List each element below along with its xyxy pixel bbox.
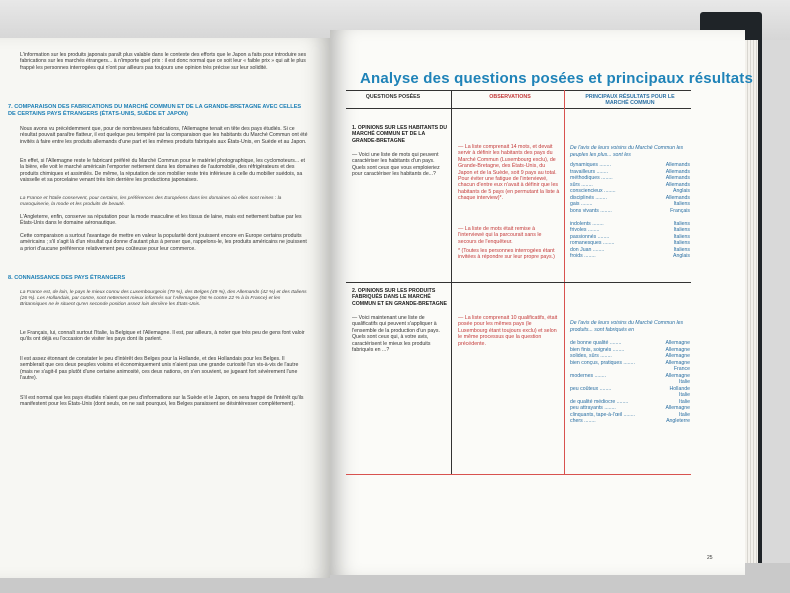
table-top-rule	[346, 90, 691, 91]
q2-result-value: Hollande	[669, 385, 690, 392]
question-1-results-list	[570, 162, 690, 260]
q2-result-value: Italie	[679, 411, 690, 418]
q1-result-value: Français	[670, 207, 690, 214]
q1-result-trait: bons vivants ........	[570, 207, 612, 214]
q1-result-value: Italiens	[673, 246, 690, 253]
q2-result-trait: bien finis, soignés ........	[570, 346, 625, 353]
q2-result-trait: peu coûteux ........	[570, 385, 612, 392]
section-7-paragraph-1: Nous avons vu précédemment que, pour de nombreuses fabrications, l'Allemagne tenait en tête des pays étudiés. Si ce résultat pouvait paraître flatteur, il est quelque peu tempéré par la comparaison que les habitants du Marché Commun ont été invités à faire entre les produits allemands d'une part et les mêmes produits fabriqués aux États-Unis, en Suède et au Japon.	[20, 126, 308, 145]
q2-result-trait: peu attrayants ........	[570, 405, 616, 411]
question-2-results-list	[570, 340, 690, 425]
question-1-results-intro: De l'avis de leurs voisins du Marché Commun les peuples les plus... sont les	[570, 145, 684, 158]
q2-result-row	[570, 360, 690, 367]
q1-result-trait: passionnés ........	[570, 233, 610, 240]
q2-result-value: Allemagne	[665, 405, 690, 411]
section-7-note: La France et l'Italie conservent, pour certains, les préférences des Européens dans les domaines où elles sont reines : la maroquinerie, la mode et les produits de beauté.	[20, 196, 282, 208]
q2-result-value: Allemagne	[665, 340, 690, 346]
q2-result-trait: chers ........	[570, 418, 596, 424]
q1-result-value: Allemands	[665, 162, 690, 168]
q1-result-trait: don Juan ........	[570, 246, 605, 253]
section-7-paragraph-2: En effet, si l'Allemagne reste le fabricant préféré du Marché Commun pour le matériel photographique, les cyclomoteurs... et la bière, elle voit le marché américain l'emporter nettement dans les domaines de l'automobile, des réfrigérateurs et des produits chimiques et assimilés. De même, la réputation de son mobilier reste très inférieure à celle du mobilier suédois, sa vaisselle et sa porcelaine venant très loin derrière les productions japonaises.	[20, 158, 305, 184]
q1-result-value: Allemands	[665, 194, 690, 201]
q2-result-value: Italie	[679, 398, 690, 405]
section-7-heading: 7. COMPARAISON DES FABRICATIONS DU MARCHÉ COMMUN ET DE LA GRANDE-BRETAGNE AVEC CELLES DE CERTAINS PAYS ÉTRANGERS (ÉTATS-UNIS, SUÈDE ET JAPON)	[8, 104, 302, 117]
q1-result-trait: sûrs ........	[570, 181, 593, 188]
section-8-paragraph-3: S'il est normal que les pays étudiés n'aient que peu d'informations sur la Suède et le Japon, on sera frappé de l'intérêt qu'ils manifestent pour les États-Unis (dont seuls, on ne sait pourquoi, les Belges paraissent se désintéresser complètement).	[20, 395, 304, 408]
q2-result-trait: bien conçus, pratiques ........	[570, 359, 635, 366]
q1-result-value: Italiens	[673, 220, 690, 227]
q2-result-value: Allemagne	[665, 353, 690, 359]
question-1-observation-2: — La liste de mots était remise à l'interviewé qui la parcourait sans le secours de l'enquêteur.	[458, 226, 542, 245]
question-2-text: — Voici maintenant une liste de qualificatifs qui peuvent s'appliquer à l'ensemble de la production d'un pays. Quels sont ceux qui, à votre avis, caractérisent le mieux les produits fabriqués en ...?	[352, 315, 440, 354]
q1-result-value: Anglais	[672, 253, 690, 259]
q1-result-value: Italiens	[673, 233, 690, 240]
q1-result-trait: méthodiques ........	[570, 175, 613, 181]
q1-result-value: Allemands	[665, 181, 690, 188]
question-2-observation: — La liste comprenait 10 qualificatifs, était posée pour les mêmes pays (le Luxembourg étant toujours exclu) et selon le même processus que la question précédente.	[458, 315, 558, 347]
q1-result-trait: disciplinés ........	[570, 194, 607, 201]
q2-result-trait: de qualité médiocre ........	[570, 398, 629, 405]
q1-result-trait: gais ........	[570, 201, 593, 207]
q1-result-trait: frivoles ........	[570, 227, 600, 233]
q2-result-value: Allemagne	[665, 346, 690, 353]
section-7-paragraph-3: L'Angleterre, enfin, conserve sa réputation pour la mode masculine et les tissus de laine, mais est nettement battue par les États-Unis dans le domaine aéronautique.	[20, 214, 302, 227]
q2-result-trait: de bonne qualité ........	[570, 340, 622, 346]
q2-result-trait: solides, sûrs ........	[570, 353, 612, 359]
page-number: 25	[707, 555, 713, 561]
page-title: Analyse des questions posées et principaux résultats	[360, 70, 754, 87]
question-1-observation-3: * (Toutes les personnes interrogées étant invitées à répondre sur leur propre pays.)	[458, 248, 555, 261]
section-8-heading: 8. CONNAISSANCE DES PAYS ÉTRANGERS	[8, 275, 126, 281]
q1-result-value: Allemands	[665, 175, 690, 181]
table-bottom-rule	[346, 474, 691, 475]
q1-result-value: Italiens	[673, 240, 690, 246]
q2-result-trait: clinquants, tape-à-l'œil ........	[570, 411, 635, 418]
q1-result-value: Italiens	[673, 227, 690, 233]
q2-result-value: Allemagne	[665, 359, 690, 366]
q1-result-trait: froids ........	[570, 253, 596, 259]
column-header-results: PRINCIPAUX RÉSULTATS POUR LE MARCHÉ COMMUN	[585, 94, 675, 107]
table-header-rule	[346, 108, 691, 109]
q2-result-trait: modernes ........	[570, 372, 607, 379]
left-page	[0, 38, 330, 578]
column-header-questions: QUESTIONS POSÉES	[365, 94, 421, 100]
q1-result-value: Anglais	[672, 188, 690, 194]
q2-result-value: France	[673, 366, 690, 372]
q2-result-value: Angleterre	[666, 418, 690, 424]
section-7-paragraph-4: Cette comparaison a surtout l'avantage de mettre en valeur la popularité dont jouissent encore en Europe certains produits américains ; s'il s'agit là d'un résultat qui donne d'autant plus à penser que, rappelons-le, les produits américains ne jouissent a priori d'aucune préférence relativement peu coûteuse pour leur commerce.	[20, 233, 307, 252]
question-1-observation-1: — La liste comprenait 14 mots, et devait servir à définir les habitants des pays du Marché Commun (Luxembourg exclu), de Grande-Bretagne, des États-Unis, du Japon et de la Suède, soit 9 pays au total. Pour éviter une fatigue de l'interviewé, chacun d'entre eux n'avait à définir que les habitants de 5 pays (en permutant la liste à chaque interview)*.	[458, 144, 560, 202]
q2-result-row	[570, 418, 690, 425]
section-8-paragraph-2: Il est assez étonnant de constater le peu d'intérêt des Belges pour la Hollande, et des Hollandais pour les Belges. Il semblerait que ces deux peuples voisins et économiquement unis n'aient pas une grande curiosité l'un vis-à-vis de l'autre (mais ne s'agit-il pas plutôt d'une certaine animosité, ces deux nations, on s'en souvient, se jugeant fort sévèrement l'une l'autre).	[20, 356, 299, 382]
row-divider	[346, 282, 691, 283]
q2-result-value: Allemagne	[665, 372, 690, 379]
right-page	[330, 30, 754, 575]
question-2-results-intro: De l'avis de leurs voisins du Marché Commun les produits... sont fabriqués en	[570, 320, 684, 333]
q1-result-value: Italiens	[673, 201, 690, 207]
q1-result-trait: travailleurs ........	[570, 168, 609, 175]
q1-result-row	[570, 253, 690, 260]
q1-result-trait: romanesques ........	[570, 240, 615, 246]
question-1-heading: 1. OPINIONS SUR LES HABITANTS DU MARCHÉ COMMUN ET DE LA GRANDE-BRETAGNE	[352, 125, 448, 144]
question-2-heading: 2. OPINIONS SUR LES PRODUITS FABRIQUÉS DANS LE MARCHÉ COMMUN ET EN GRANDE-BRETAGNE	[352, 288, 448, 307]
q2-result-value: Italie	[679, 392, 690, 398]
q1-result-trait: dynamiques ........	[570, 162, 611, 168]
intro-paragraph: L'information sur les produits japonais paraît plus valable dans le contexte des efforts que le Japon a faits pour introduire ses fabrications sur les marchés étrangers... à n'importe quel prix : il est donc normal que ce soit leur « faible prix » qui ait le plus frappé les personnes interrogées qui n'ont par ailleurs pas toujours une opinion très précise sur leur solidité.	[20, 52, 307, 71]
q1-result-trait: indolents ........	[570, 220, 604, 227]
section-8-paragraph-1: Le Français, lui, connaît surtout l'Italie, la Belgique et l'Allemagne. Il est, par ailleurs, à noter que très peu de gens font valoir qu'ils ont déjà eu l'occasion de visiter les pays dont ils parlent.	[20, 330, 305, 343]
q1-result-value: Allemands	[665, 168, 690, 175]
q2-result-value: Italie	[679, 379, 690, 385]
question-1-text: — Voici une liste de mots qui peuvent caractériser les habitants d'un pays. Quels sont ceux que vous emploieriez pour caractériser les habitants de...?	[352, 152, 440, 178]
section-8-note: La France est, de loin, le pays le mieux connu des Luxembourgeois (79 %), des Belges (49 %), des Allemands (42 %) et des Italiens (26 %). Les Hollandais, par contre, sont nettement mieux informés sur l'Allemagne (56 % contre 22 % à la France) et les Britanniques ne le situent qu'en seconde position assez loin derrière les États-Unis.	[20, 290, 307, 308]
column-header-observations: OBSERVATIONS	[489, 94, 531, 100]
q1-result-trait: consciencieux ........	[570, 188, 616, 194]
